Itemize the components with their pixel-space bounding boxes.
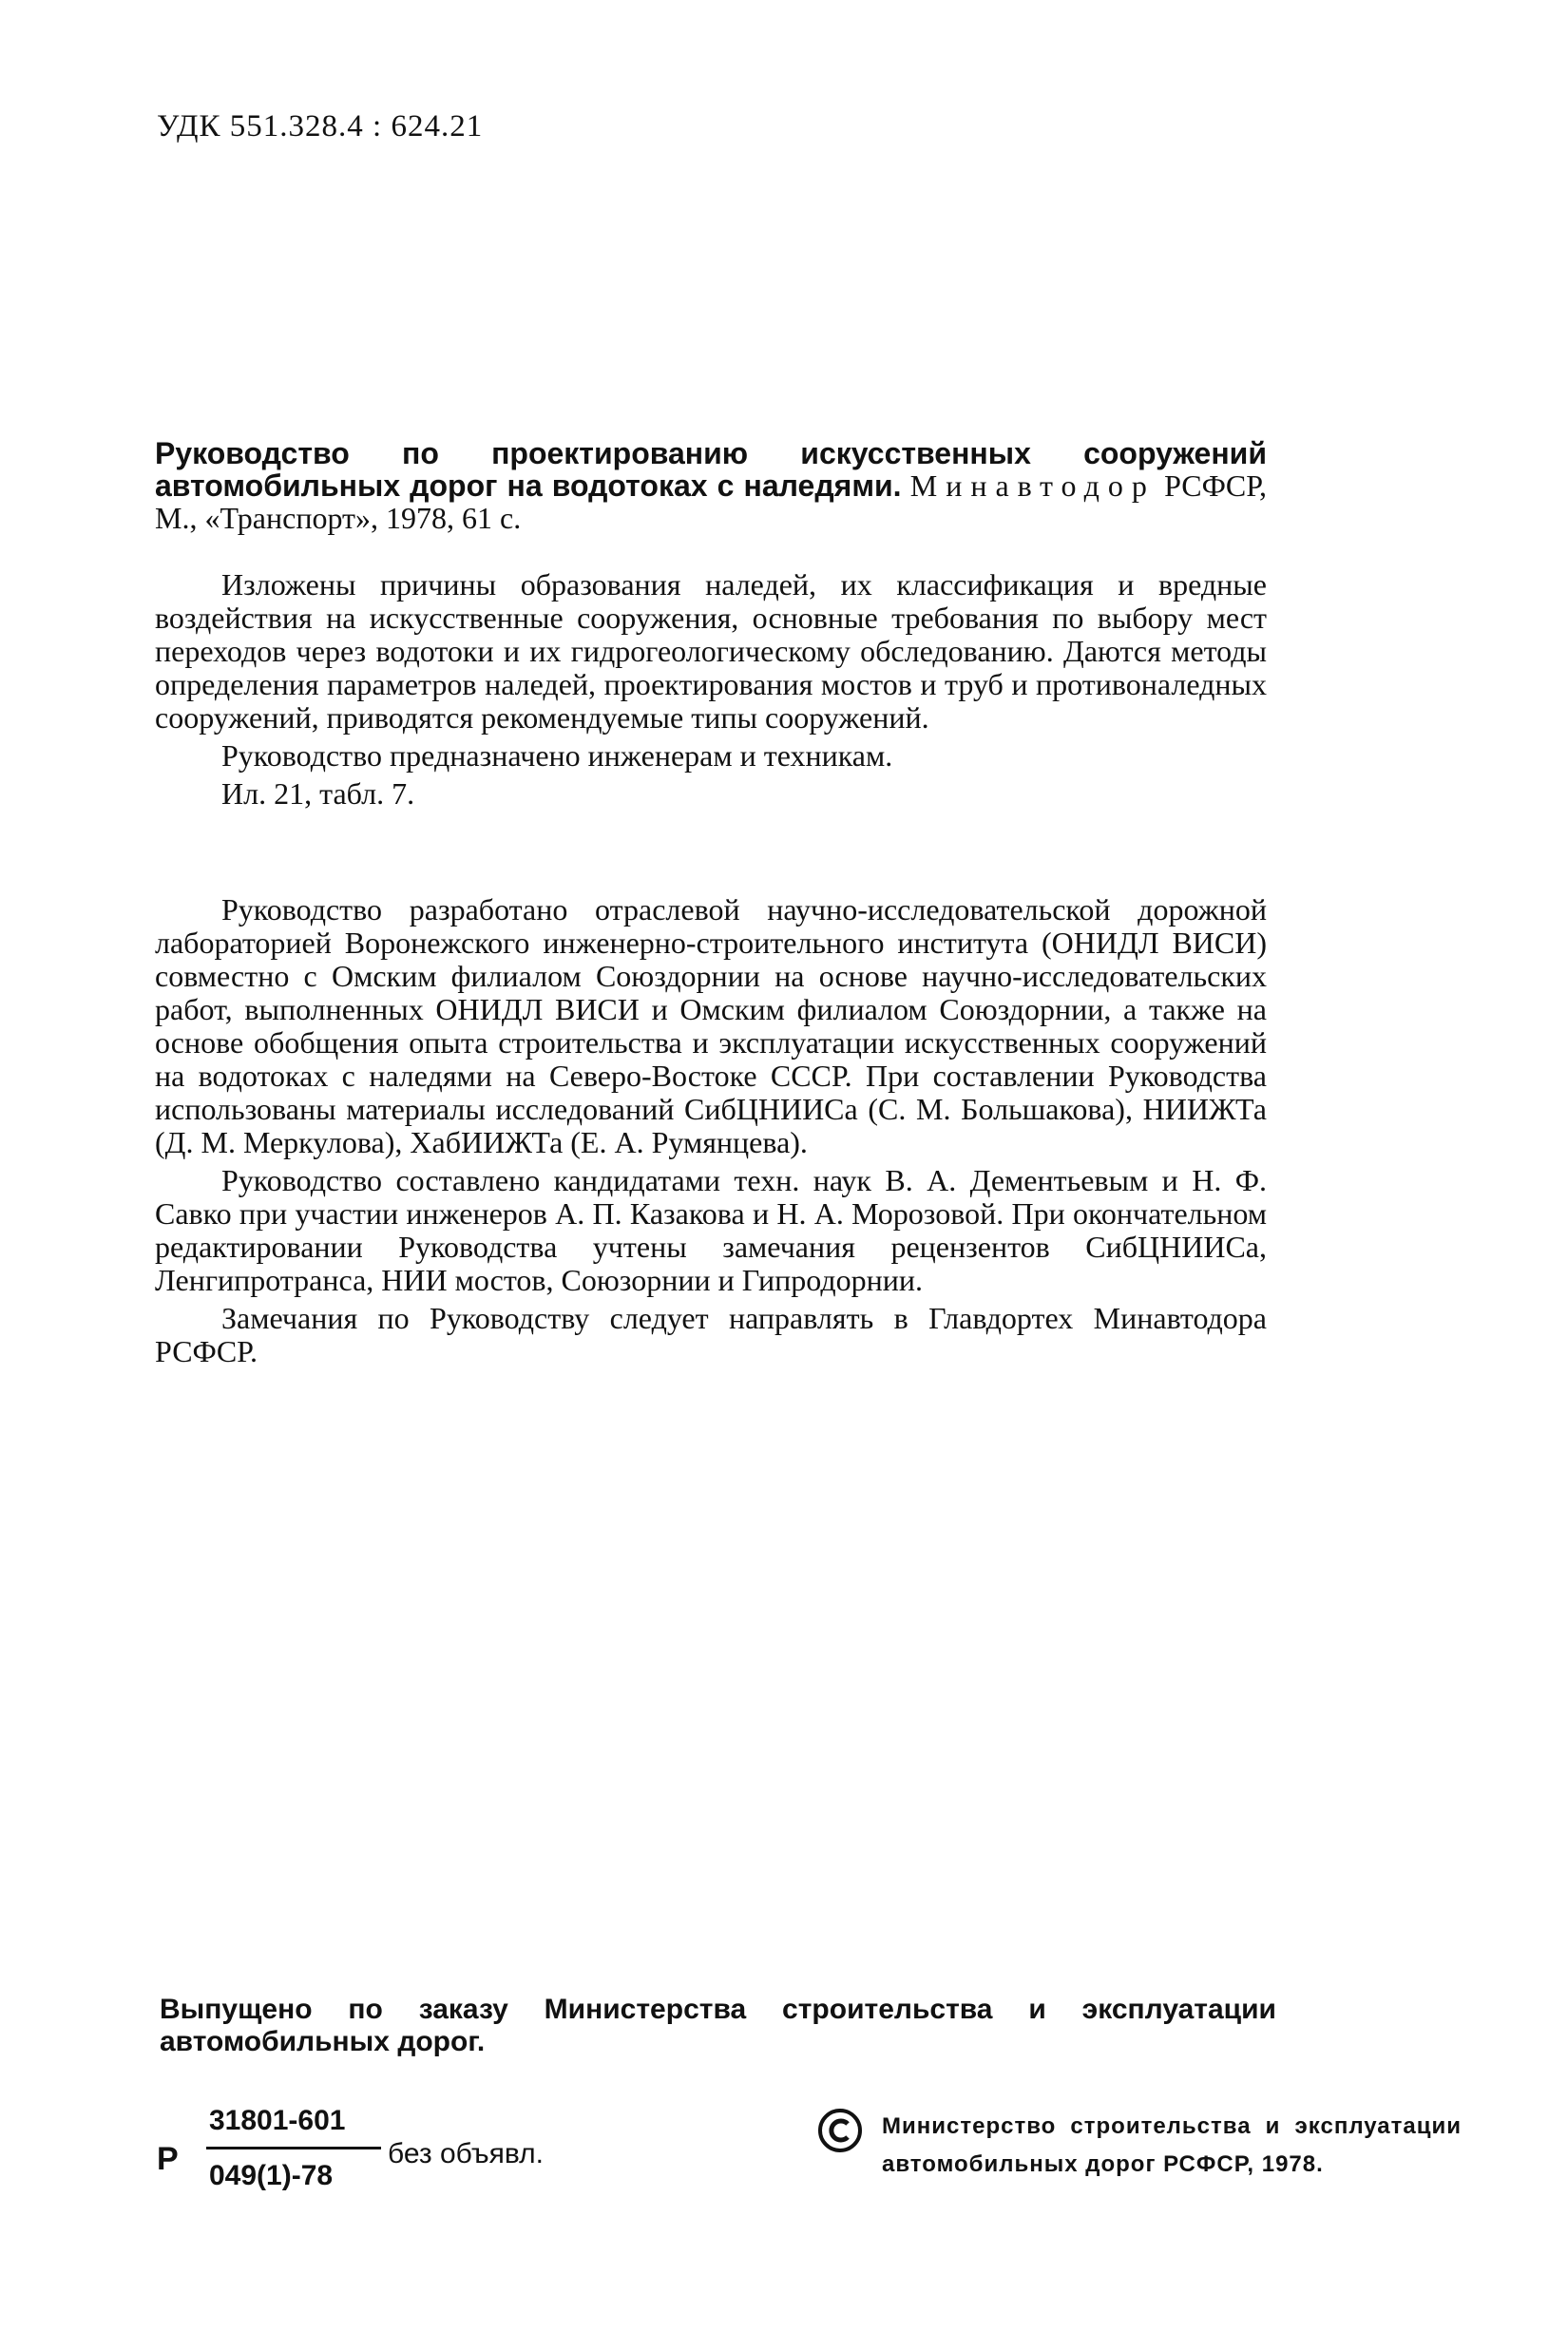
copyright-icon xyxy=(817,2108,863,2153)
fraction-line xyxy=(206,2147,381,2149)
illustrations-line: Ил. 21, табл. 7. xyxy=(221,776,415,811)
copyright-text: Министерство строительства и эксплуатации автомобильных дорог РСФСР, 1978. xyxy=(882,2113,1462,2177)
credits xyxy=(155,893,1267,1368)
issued-note: Выпущено по заказу Министерства строительства и эксплуатации автомобильных дорог. xyxy=(160,1994,1276,2057)
bibliographic-entry xyxy=(155,437,1267,534)
publisher: Минавтодор xyxy=(909,468,1156,503)
code-letter: Р xyxy=(157,2141,179,2177)
price-note: без объявл. xyxy=(388,2138,544,2169)
audience-line: Руководство предназначено инженерам и техникам. xyxy=(221,738,893,773)
code-numerator: 31801-601 xyxy=(209,2105,346,2136)
abstract-paragraph: Изложены причины образования наледей, их классификация и вредные воздействия на искусственные сооружения, основные требования по выбору мест переходов через водотоки и их гидрогеологическому обследованию. Даются методы определения параметров наледей, проектирования мостов и труб и противоналедных сооружений, приводятся рекомендуемые типы сооружений. xyxy=(155,567,1267,735)
book-title: Руководство по проектированию искусственных сооружений автомобильных дорог на водотоках с наледями. xyxy=(155,436,1267,503)
authors-paragraph: Руководство составлено кандидатами техн. наук В. А. Дементьевым и Н. Ф. Савко при участии инженеров А. П. Казакова и Н. А. Морозовой. При окончательном редактировании Руководства учтены замечания рецензентов СибЦНИИСа, Ленгипротранса, НИИ мостов, Союзорнии и Гипродорнии. xyxy=(155,1163,1267,1297)
imprint: РСФСР, М., «Транспорт», 1978, 61 с. xyxy=(155,468,1268,535)
udk-code: УДК 551.328.4 : 624.21 xyxy=(157,109,484,143)
publication-code xyxy=(157,2105,651,2209)
credits-paragraph: Руководство разработано отраслевой научно-исследовательской дорожной лабораторией Воронежского инженерно-строительного института (ОНИДЛ ВИСИ) совместно с Омским филиалом Союздорнии на основе научно-исследовательских работ, выполненных ОНИДЛ ВИСИ и Омским филиалом Союздорнии, а также на основе обобщения опыта строительства и эксплуатации искусственных сооружений на водотоках с наледями на Северо-Востоке СССР. При составлении Руководства использованы материалы исследований СибЦНИИСа (С. М. Большакова), НИИЖТа (Д. М. Меркулова), ХабИИЖТа (Е. А. Румянцева). xyxy=(155,892,1267,1159)
abstract xyxy=(155,568,1267,811)
feedback-paragraph: Замечания по Руководству следует направлять в Главдортех Минавтодора РСФСР. xyxy=(155,1301,1267,1368)
code-denominator: 049(1)-78 xyxy=(209,2160,334,2191)
